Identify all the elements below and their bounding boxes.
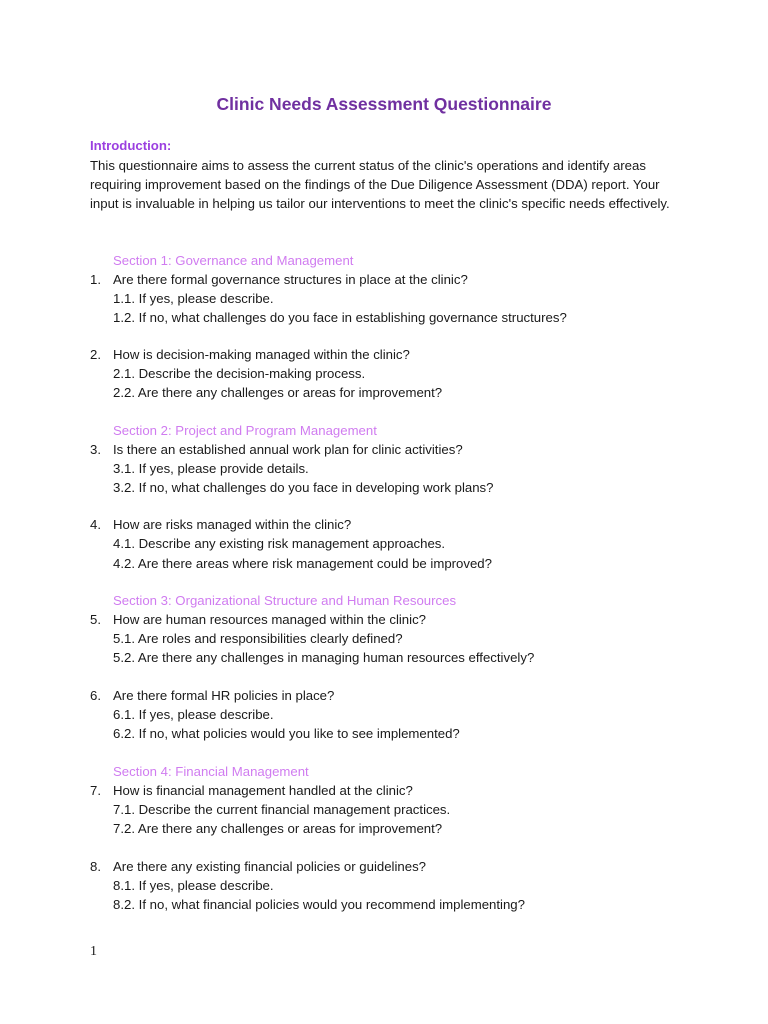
page-title: Clinic Needs Assessment Questionnaire (216, 94, 552, 114)
question-text: Are there formal HR policies in place? (113, 688, 335, 703)
question-text: How are risks managed within the clinic? (113, 517, 352, 532)
question-text: How is decision-making managed within the clinic? (113, 347, 410, 362)
question-text: Is there an established annual work plan for clinic activities? (113, 442, 463, 457)
question (90, 272, 468, 287)
question-text: Are there formal governance structures in place at the clinic? (113, 272, 468, 287)
sub-question: 4.1. Describe any existing risk management approaches. (113, 536, 446, 551)
section-heading: Section 1: Governance and Management (113, 253, 354, 268)
question-number: 6. (90, 688, 101, 703)
sub-question: 7.1. Describe the current financial management practices. (113, 802, 451, 817)
sub-question: 5.2. Are there any challenges in managing human resources effectively? (113, 650, 535, 665)
sub-question: 5.1. Are roles and responsibilities clearly defined? (113, 631, 403, 646)
section-heading: Section 3: Organizational Structure and Human Resources (113, 593, 457, 608)
sub-question: 8.1. If yes, please describe. (113, 878, 274, 893)
sub-question: 6.2. If no, what policies would you like to see implemented? (113, 726, 460, 741)
question (90, 442, 463, 457)
sub-question: 6.1. If yes, please describe. (113, 707, 274, 722)
sub-question: 4.2. Are there areas where risk management could be improved? (113, 556, 492, 571)
sub-question: 7.2. Are there any challenges or areas for improvement? (113, 821, 443, 836)
question-number: 8. (90, 859, 101, 874)
sub-question: 3.2. If no, what challenges do you face in developing work plans? (113, 480, 494, 495)
question-number: 3. (90, 442, 101, 457)
page-number: 1 (90, 944, 97, 959)
sub-question: 1.1. If yes, please describe. (113, 291, 274, 306)
question (90, 859, 426, 874)
question (90, 783, 413, 798)
sub-question: 3.1. If yes, please provide details. (113, 461, 309, 476)
question-number: 4. (90, 517, 101, 532)
question-number: 5. (90, 612, 101, 627)
question-number: 1. (90, 272, 101, 287)
section-heading: Section 4: Financial Management (113, 764, 309, 779)
question-text: How is financial management handled at the clinic? (113, 783, 413, 798)
question-number: 2. (90, 347, 101, 362)
question (90, 688, 334, 703)
question-number: 7. (90, 783, 101, 798)
question (90, 347, 410, 362)
introduction-heading: Introduction: (90, 138, 172, 153)
sub-question: 8.2. If no, what financial policies would you recommend implementing? (113, 897, 525, 912)
question (90, 517, 351, 532)
question-text: How are human resources managed within the clinic? (113, 612, 426, 627)
sub-question: 2.1. Describe the decision-making process. (113, 366, 366, 381)
introduction-text: This questionnaire aims to assess the current status of the clinic's operations and identify areas requiring improvement based on the findings of the Due Diligence Assessment (DDA) report. Your input is invaluable in helping us tailor our interventions to meet the clinic's specific needs effectively. (90, 158, 670, 211)
section-heading: Section 2: Project and Program Management (113, 423, 377, 438)
sub-question: 2.2. Are there any challenges or areas for improvement? (113, 385, 443, 400)
question-text: Are there any existing financial policies or guidelines? (113, 859, 427, 874)
sub-question: 1.2. If no, what challenges do you face in establishing governance structures? (113, 310, 567, 325)
question (90, 612, 426, 627)
